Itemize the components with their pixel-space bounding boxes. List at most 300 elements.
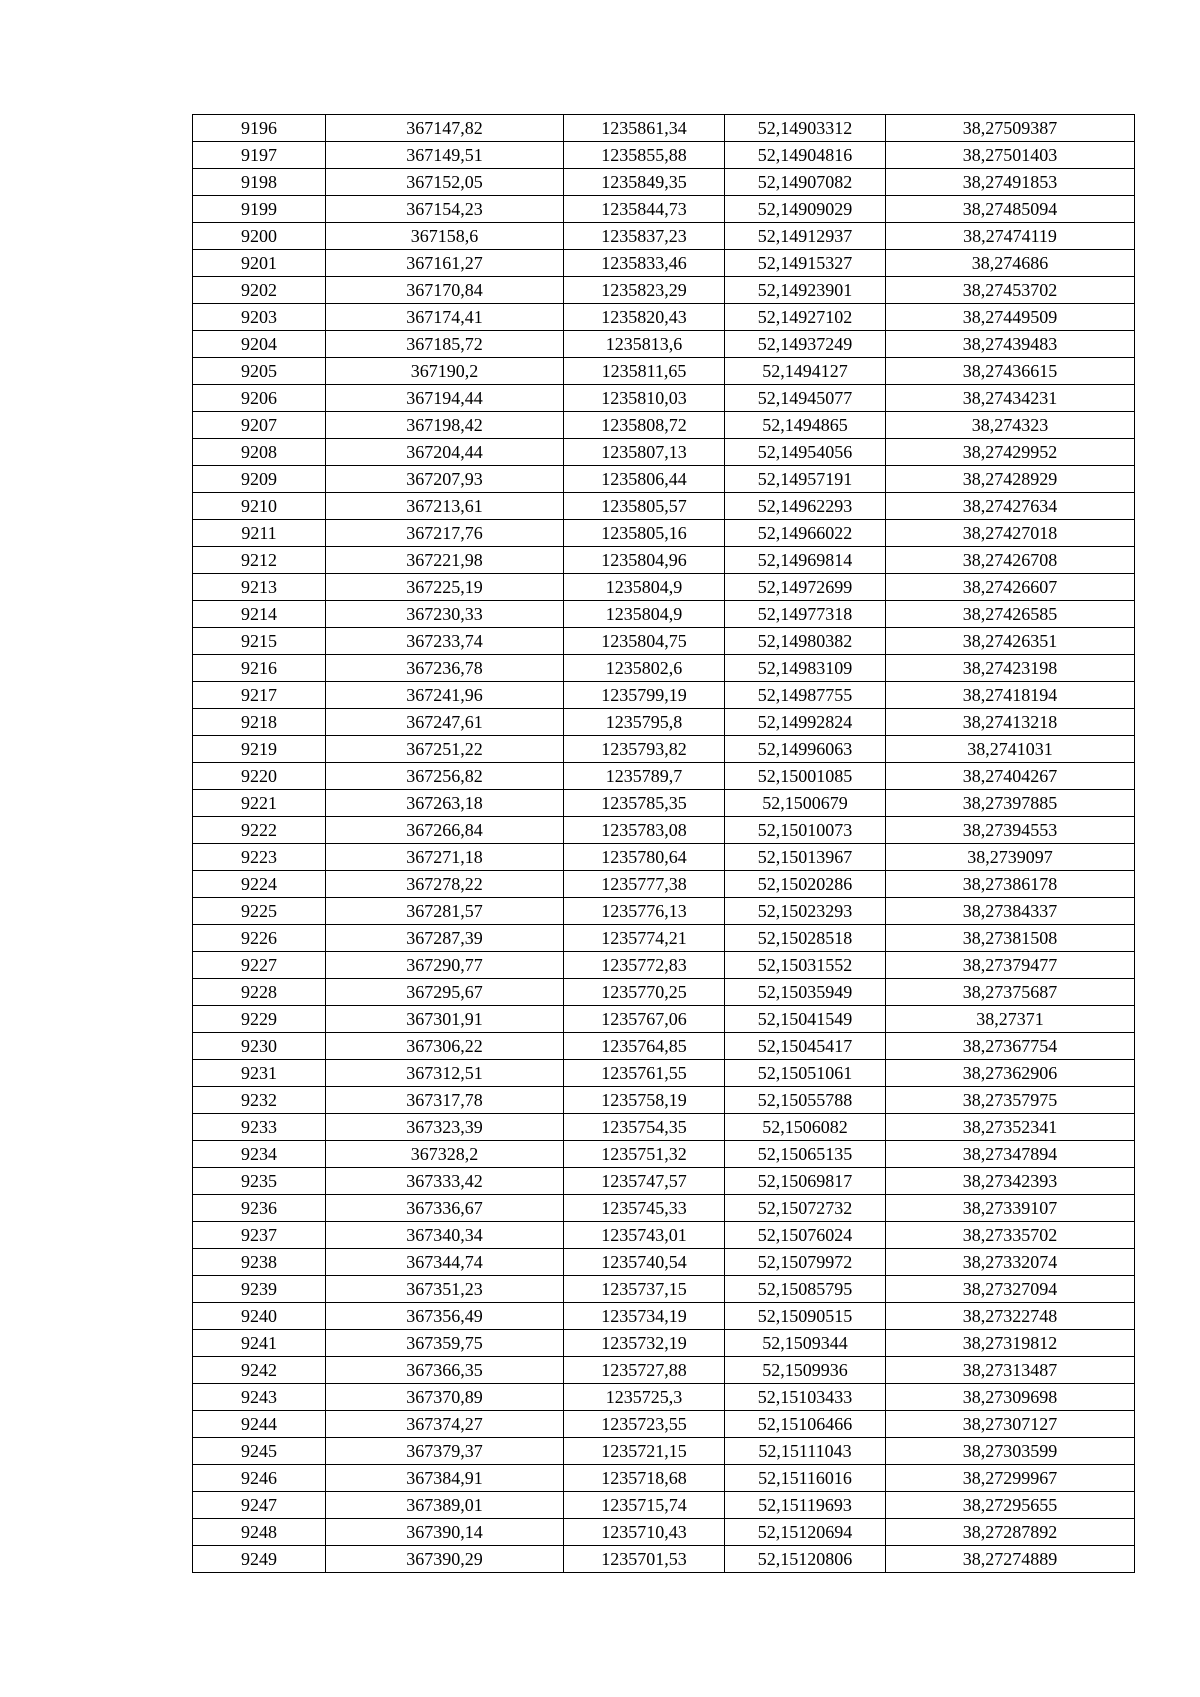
longitude-cell: 38,27375687 xyxy=(886,979,1135,1006)
longitude-cell: 38,27309698 xyxy=(886,1384,1135,1411)
y-coordinate-cell: 1235770,25 xyxy=(564,979,725,1006)
latitude-cell: 52,15072732 xyxy=(725,1195,886,1222)
longitude-cell: 38,27426708 xyxy=(886,547,1135,574)
table-row xyxy=(193,142,1135,169)
x-coordinate-cell: 367161,27 xyxy=(326,250,564,277)
table-row xyxy=(193,358,1135,385)
y-coordinate-cell: 1235810,03 xyxy=(564,385,725,412)
y-coordinate-cell: 1235715,74 xyxy=(564,1492,725,1519)
latitude-cell: 52,15103433 xyxy=(725,1384,886,1411)
longitude-cell: 38,27307127 xyxy=(886,1411,1135,1438)
longitude-cell: 38,2739097 xyxy=(886,844,1135,871)
point-number-cell: 9223 xyxy=(193,844,326,871)
point-number-cell: 9229 xyxy=(193,1006,326,1033)
latitude-cell: 52,14980382 xyxy=(725,628,886,655)
latitude-cell: 52,1506082 xyxy=(725,1114,886,1141)
x-coordinate-cell: 367190,2 xyxy=(326,358,564,385)
table-row xyxy=(193,790,1135,817)
coordinates-table xyxy=(192,114,1135,1573)
point-number-cell: 9238 xyxy=(193,1249,326,1276)
x-coordinate-cell: 367271,18 xyxy=(326,844,564,871)
table-row xyxy=(193,439,1135,466)
point-number-cell: 9211 xyxy=(193,520,326,547)
y-coordinate-cell: 1235776,13 xyxy=(564,898,725,925)
y-coordinate-cell: 1235754,35 xyxy=(564,1114,725,1141)
x-coordinate-cell: 367158,6 xyxy=(326,223,564,250)
longitude-cell: 38,27426351 xyxy=(886,628,1135,655)
latitude-cell: 52,1494127 xyxy=(725,358,886,385)
latitude-cell: 52,1494865 xyxy=(725,412,886,439)
latitude-cell: 52,14992824 xyxy=(725,709,886,736)
latitude-cell: 52,15013967 xyxy=(725,844,886,871)
point-number-cell: 9200 xyxy=(193,223,326,250)
longitude-cell: 38,27371 xyxy=(886,1006,1135,1033)
longitude-cell: 38,27449509 xyxy=(886,304,1135,331)
point-number-cell: 9222 xyxy=(193,817,326,844)
y-coordinate-cell: 1235833,46 xyxy=(564,250,725,277)
point-number-cell: 9203 xyxy=(193,304,326,331)
latitude-cell: 52,1509936 xyxy=(725,1357,886,1384)
table-row xyxy=(193,1087,1135,1114)
x-coordinate-cell: 367356,49 xyxy=(326,1303,564,1330)
point-number-cell: 9210 xyxy=(193,493,326,520)
table-row xyxy=(193,1060,1135,1087)
x-coordinate-cell: 367147,82 xyxy=(326,115,564,142)
y-coordinate-cell: 1235774,21 xyxy=(564,925,725,952)
table-row xyxy=(193,1384,1135,1411)
longitude-cell: 38,27474119 xyxy=(886,223,1135,250)
point-number-cell: 9246 xyxy=(193,1465,326,1492)
table-row xyxy=(193,1276,1135,1303)
table-row xyxy=(193,1357,1135,1384)
table-row xyxy=(193,493,1135,520)
point-number-cell: 9199 xyxy=(193,196,326,223)
x-coordinate-cell: 367266,84 xyxy=(326,817,564,844)
y-coordinate-cell: 1235761,55 xyxy=(564,1060,725,1087)
table-row xyxy=(193,1330,1135,1357)
x-coordinate-cell: 367359,75 xyxy=(326,1330,564,1357)
table-row xyxy=(193,1519,1135,1546)
longitude-cell: 38,27352341 xyxy=(886,1114,1135,1141)
point-number-cell: 9248 xyxy=(193,1519,326,1546)
x-coordinate-cell: 367384,91 xyxy=(326,1465,564,1492)
longitude-cell: 38,27319812 xyxy=(886,1330,1135,1357)
longitude-cell: 38,27501403 xyxy=(886,142,1135,169)
longitude-cell: 38,27429952 xyxy=(886,439,1135,466)
longitude-cell: 38,27413218 xyxy=(886,709,1135,736)
x-coordinate-cell: 367241,96 xyxy=(326,682,564,709)
table-row xyxy=(193,628,1135,655)
table-row xyxy=(193,385,1135,412)
latitude-cell: 52,15090515 xyxy=(725,1303,886,1330)
y-coordinate-cell: 1235804,96 xyxy=(564,547,725,574)
latitude-cell: 52,14954056 xyxy=(725,439,886,466)
y-coordinate-cell: 1235751,32 xyxy=(564,1141,725,1168)
point-number-cell: 9221 xyxy=(193,790,326,817)
longitude-cell: 38,27453702 xyxy=(886,277,1135,304)
latitude-cell: 52,14983109 xyxy=(725,655,886,682)
y-coordinate-cell: 1235723,55 xyxy=(564,1411,725,1438)
y-coordinate-cell: 1235727,88 xyxy=(564,1357,725,1384)
y-coordinate-cell: 1235701,53 xyxy=(564,1546,725,1573)
y-coordinate-cell: 1235807,13 xyxy=(564,439,725,466)
table-row xyxy=(193,1168,1135,1195)
table-row xyxy=(193,520,1135,547)
x-coordinate-cell: 367287,39 xyxy=(326,925,564,952)
point-number-cell: 9236 xyxy=(193,1195,326,1222)
point-number-cell: 9197 xyxy=(193,142,326,169)
point-number-cell: 9249 xyxy=(193,1546,326,1573)
latitude-cell: 52,14912937 xyxy=(725,223,886,250)
y-coordinate-cell: 1235718,68 xyxy=(564,1465,725,1492)
latitude-cell: 52,15079972 xyxy=(725,1249,886,1276)
y-coordinate-cell: 1235808,72 xyxy=(564,412,725,439)
latitude-cell: 52,14972699 xyxy=(725,574,886,601)
longitude-cell: 38,27428929 xyxy=(886,466,1135,493)
y-coordinate-cell: 1235795,8 xyxy=(564,709,725,736)
y-coordinate-cell: 1235740,54 xyxy=(564,1249,725,1276)
y-coordinate-cell: 1235820,43 xyxy=(564,304,725,331)
table-row xyxy=(193,1222,1135,1249)
x-coordinate-cell: 367263,18 xyxy=(326,790,564,817)
longitude-cell: 38,27322748 xyxy=(886,1303,1135,1330)
y-coordinate-cell: 1235799,19 xyxy=(564,682,725,709)
longitude-cell: 38,27287892 xyxy=(886,1519,1135,1546)
longitude-cell: 38,27434231 xyxy=(886,385,1135,412)
point-number-cell: 9243 xyxy=(193,1384,326,1411)
x-coordinate-cell: 367225,19 xyxy=(326,574,564,601)
table-row xyxy=(193,250,1135,277)
table-row xyxy=(193,115,1135,142)
point-number-cell: 9209 xyxy=(193,466,326,493)
latitude-cell: 52,14987755 xyxy=(725,682,886,709)
latitude-cell: 52,15028518 xyxy=(725,925,886,952)
longitude-cell: 38,27394553 xyxy=(886,817,1135,844)
x-coordinate-cell: 367390,29 xyxy=(326,1546,564,1573)
longitude-cell: 38,27367754 xyxy=(886,1033,1135,1060)
x-coordinate-cell: 367154,23 xyxy=(326,196,564,223)
point-number-cell: 9208 xyxy=(193,439,326,466)
longitude-cell: 38,27509387 xyxy=(886,115,1135,142)
x-coordinate-cell: 367366,35 xyxy=(326,1357,564,1384)
x-coordinate-cell: 367389,01 xyxy=(326,1492,564,1519)
table-row xyxy=(193,1492,1135,1519)
table-row xyxy=(193,952,1135,979)
x-coordinate-cell: 367247,61 xyxy=(326,709,564,736)
y-coordinate-cell: 1235837,23 xyxy=(564,223,725,250)
y-coordinate-cell: 1235758,19 xyxy=(564,1087,725,1114)
table-row xyxy=(193,1006,1135,1033)
x-coordinate-cell: 367278,22 xyxy=(326,871,564,898)
point-number-cell: 9218 xyxy=(193,709,326,736)
x-coordinate-cell: 367328,2 xyxy=(326,1141,564,1168)
table-row xyxy=(193,1249,1135,1276)
longitude-cell: 38,2741031 xyxy=(886,736,1135,763)
latitude-cell: 52,15069817 xyxy=(725,1168,886,1195)
table-row xyxy=(193,1114,1135,1141)
coordinates-table-body xyxy=(193,115,1135,1573)
table-row xyxy=(193,1141,1135,1168)
y-coordinate-cell: 1235823,29 xyxy=(564,277,725,304)
point-number-cell: 9225 xyxy=(193,898,326,925)
latitude-cell: 52,14957191 xyxy=(725,466,886,493)
y-coordinate-cell: 1235804,75 xyxy=(564,628,725,655)
point-number-cell: 9245 xyxy=(193,1438,326,1465)
longitude-cell: 38,274686 xyxy=(886,250,1135,277)
latitude-cell: 52,14996063 xyxy=(725,736,886,763)
point-number-cell: 9207 xyxy=(193,412,326,439)
y-coordinate-cell: 1235813,6 xyxy=(564,331,725,358)
point-number-cell: 9201 xyxy=(193,250,326,277)
longitude-cell: 38,27384337 xyxy=(886,898,1135,925)
longitude-cell: 38,27379477 xyxy=(886,952,1135,979)
latitude-cell: 52,14969814 xyxy=(725,547,886,574)
latitude-cell: 52,15065135 xyxy=(725,1141,886,1168)
x-coordinate-cell: 367333,42 xyxy=(326,1168,564,1195)
x-coordinate-cell: 367233,74 xyxy=(326,628,564,655)
table-row xyxy=(193,547,1135,574)
point-number-cell: 9219 xyxy=(193,736,326,763)
y-coordinate-cell: 1235804,9 xyxy=(564,574,725,601)
latitude-cell: 52,15111043 xyxy=(725,1438,886,1465)
point-number-cell: 9241 xyxy=(193,1330,326,1357)
latitude-cell: 52,14907082 xyxy=(725,169,886,196)
point-number-cell: 9228 xyxy=(193,979,326,1006)
x-coordinate-cell: 367351,23 xyxy=(326,1276,564,1303)
x-coordinate-cell: 367198,42 xyxy=(326,412,564,439)
point-number-cell: 9214 xyxy=(193,601,326,628)
table-row xyxy=(193,466,1135,493)
x-coordinate-cell: 367301,91 xyxy=(326,1006,564,1033)
x-coordinate-cell: 367207,93 xyxy=(326,466,564,493)
latitude-cell: 52,14909029 xyxy=(725,196,886,223)
point-number-cell: 9206 xyxy=(193,385,326,412)
x-coordinate-cell: 367390,14 xyxy=(326,1519,564,1546)
y-coordinate-cell: 1235764,85 xyxy=(564,1033,725,1060)
point-number-cell: 9202 xyxy=(193,277,326,304)
table-row xyxy=(193,655,1135,682)
point-number-cell: 9240 xyxy=(193,1303,326,1330)
latitude-cell: 52,14945077 xyxy=(725,385,886,412)
x-coordinate-cell: 367256,82 xyxy=(326,763,564,790)
longitude-cell: 38,27386178 xyxy=(886,871,1135,898)
table-row xyxy=(193,331,1135,358)
x-coordinate-cell: 367317,78 xyxy=(326,1087,564,1114)
latitude-cell: 52,1509344 xyxy=(725,1330,886,1357)
point-number-cell: 9205 xyxy=(193,358,326,385)
table-row xyxy=(193,817,1135,844)
y-coordinate-cell: 1235793,82 xyxy=(564,736,725,763)
latitude-cell: 52,1500679 xyxy=(725,790,886,817)
latitude-cell: 52,14962293 xyxy=(725,493,886,520)
point-number-cell: 9196 xyxy=(193,115,326,142)
longitude-cell: 38,27439483 xyxy=(886,331,1135,358)
table-row xyxy=(193,1303,1135,1330)
longitude-cell: 38,27347894 xyxy=(886,1141,1135,1168)
latitude-cell: 52,15055788 xyxy=(725,1087,886,1114)
latitude-cell: 52,15120806 xyxy=(725,1546,886,1573)
longitude-cell: 38,27303599 xyxy=(886,1438,1135,1465)
latitude-cell: 52,15035949 xyxy=(725,979,886,1006)
x-coordinate-cell: 367323,39 xyxy=(326,1114,564,1141)
latitude-cell: 52,14923901 xyxy=(725,277,886,304)
latitude-cell: 52,14977318 xyxy=(725,601,886,628)
y-coordinate-cell: 1235732,19 xyxy=(564,1330,725,1357)
x-coordinate-cell: 367149,51 xyxy=(326,142,564,169)
x-coordinate-cell: 367152,05 xyxy=(326,169,564,196)
y-coordinate-cell: 1235783,08 xyxy=(564,817,725,844)
point-number-cell: 9198 xyxy=(193,169,326,196)
table-row xyxy=(193,277,1135,304)
table-row xyxy=(193,196,1135,223)
y-coordinate-cell: 1235710,43 xyxy=(564,1519,725,1546)
longitude-cell: 38,27485094 xyxy=(886,196,1135,223)
y-coordinate-cell: 1235725,3 xyxy=(564,1384,725,1411)
latitude-cell: 52,14904816 xyxy=(725,142,886,169)
y-coordinate-cell: 1235747,57 xyxy=(564,1168,725,1195)
point-number-cell: 9226 xyxy=(193,925,326,952)
latitude-cell: 52,14966022 xyxy=(725,520,886,547)
point-number-cell: 9234 xyxy=(193,1141,326,1168)
point-number-cell: 9242 xyxy=(193,1357,326,1384)
point-number-cell: 9217 xyxy=(193,682,326,709)
table-row xyxy=(193,304,1135,331)
y-coordinate-cell: 1235734,19 xyxy=(564,1303,725,1330)
latitude-cell: 52,14927102 xyxy=(725,304,886,331)
y-coordinate-cell: 1235777,38 xyxy=(564,871,725,898)
table-row xyxy=(193,844,1135,871)
longitude-cell: 38,27342393 xyxy=(886,1168,1135,1195)
x-coordinate-cell: 367204,44 xyxy=(326,439,564,466)
x-coordinate-cell: 367251,22 xyxy=(326,736,564,763)
y-coordinate-cell: 1235805,16 xyxy=(564,520,725,547)
latitude-cell: 52,15001085 xyxy=(725,763,886,790)
table-row xyxy=(193,736,1135,763)
x-coordinate-cell: 367344,74 xyxy=(326,1249,564,1276)
y-coordinate-cell: 1235811,65 xyxy=(564,358,725,385)
longitude-cell: 38,27491853 xyxy=(886,169,1135,196)
x-coordinate-cell: 367185,72 xyxy=(326,331,564,358)
longitude-cell: 38,27426607 xyxy=(886,574,1135,601)
point-number-cell: 9247 xyxy=(193,1492,326,1519)
x-coordinate-cell: 367213,61 xyxy=(326,493,564,520)
latitude-cell: 52,15076024 xyxy=(725,1222,886,1249)
table-row xyxy=(193,979,1135,1006)
y-coordinate-cell: 1235806,44 xyxy=(564,466,725,493)
point-number-cell: 9212 xyxy=(193,547,326,574)
latitude-cell: 52,15031552 xyxy=(725,952,886,979)
y-coordinate-cell: 1235772,83 xyxy=(564,952,725,979)
y-coordinate-cell: 1235745,33 xyxy=(564,1195,725,1222)
longitude-cell: 38,274323 xyxy=(886,412,1135,439)
table-row xyxy=(193,1438,1135,1465)
table-row xyxy=(193,709,1135,736)
y-coordinate-cell: 1235849,35 xyxy=(564,169,725,196)
table-row xyxy=(193,1465,1135,1492)
longitude-cell: 38,27313487 xyxy=(886,1357,1135,1384)
x-coordinate-cell: 367236,78 xyxy=(326,655,564,682)
x-coordinate-cell: 367379,37 xyxy=(326,1438,564,1465)
point-number-cell: 9227 xyxy=(193,952,326,979)
y-coordinate-cell: 1235855,88 xyxy=(564,142,725,169)
point-number-cell: 9231 xyxy=(193,1060,326,1087)
table-row xyxy=(193,1033,1135,1060)
latitude-cell: 52,14937249 xyxy=(725,331,886,358)
longitude-cell: 38,27427634 xyxy=(886,493,1135,520)
x-coordinate-cell: 367374,27 xyxy=(326,1411,564,1438)
table-row xyxy=(193,601,1135,628)
y-coordinate-cell: 1235805,57 xyxy=(564,493,725,520)
x-coordinate-cell: 367295,67 xyxy=(326,979,564,1006)
point-number-cell: 9235 xyxy=(193,1168,326,1195)
table-row xyxy=(193,574,1135,601)
longitude-cell: 38,27362906 xyxy=(886,1060,1135,1087)
longitude-cell: 38,27427018 xyxy=(886,520,1135,547)
longitude-cell: 38,27381508 xyxy=(886,925,1135,952)
x-coordinate-cell: 367336,67 xyxy=(326,1195,564,1222)
x-coordinate-cell: 367312,51 xyxy=(326,1060,564,1087)
latitude-cell: 52,15085795 xyxy=(725,1276,886,1303)
table-row xyxy=(193,925,1135,952)
point-number-cell: 9244 xyxy=(193,1411,326,1438)
y-coordinate-cell: 1235743,01 xyxy=(564,1222,725,1249)
x-coordinate-cell: 367170,84 xyxy=(326,277,564,304)
latitude-cell: 52,15119693 xyxy=(725,1492,886,1519)
table-row xyxy=(193,223,1135,250)
point-number-cell: 9224 xyxy=(193,871,326,898)
y-coordinate-cell: 1235780,64 xyxy=(564,844,725,871)
longitude-cell: 38,27404267 xyxy=(886,763,1135,790)
x-coordinate-cell: 367281,57 xyxy=(326,898,564,925)
point-number-cell: 9220 xyxy=(193,763,326,790)
table-row xyxy=(193,898,1135,925)
x-coordinate-cell: 367217,76 xyxy=(326,520,564,547)
latitude-cell: 52,15010073 xyxy=(725,817,886,844)
longitude-cell: 38,27295655 xyxy=(886,1492,1135,1519)
latitude-cell: 52,15023293 xyxy=(725,898,886,925)
x-coordinate-cell: 367230,33 xyxy=(326,601,564,628)
latitude-cell: 52,15116016 xyxy=(725,1465,886,1492)
table-row xyxy=(193,412,1135,439)
latitude-cell: 52,15020286 xyxy=(725,871,886,898)
longitude-cell: 38,27436615 xyxy=(886,358,1135,385)
x-coordinate-cell: 367290,77 xyxy=(326,952,564,979)
y-coordinate-cell: 1235737,15 xyxy=(564,1276,725,1303)
longitude-cell: 38,27327094 xyxy=(886,1276,1135,1303)
latitude-cell: 52,14903312 xyxy=(725,115,886,142)
y-coordinate-cell: 1235861,34 xyxy=(564,115,725,142)
longitude-cell: 38,27357975 xyxy=(886,1087,1135,1114)
latitude-cell: 52,15106466 xyxy=(725,1411,886,1438)
latitude-cell: 52,14915327 xyxy=(725,250,886,277)
y-coordinate-cell: 1235804,9 xyxy=(564,601,725,628)
longitude-cell: 38,27299967 xyxy=(886,1465,1135,1492)
table-row xyxy=(193,169,1135,196)
point-number-cell: 9233 xyxy=(193,1114,326,1141)
table-row xyxy=(193,682,1135,709)
x-coordinate-cell: 367306,22 xyxy=(326,1033,564,1060)
y-coordinate-cell: 1235802,6 xyxy=(564,655,725,682)
latitude-cell: 52,15045417 xyxy=(725,1033,886,1060)
longitude-cell: 38,27426585 xyxy=(886,601,1135,628)
latitude-cell: 52,15051061 xyxy=(725,1060,886,1087)
x-coordinate-cell: 367194,44 xyxy=(326,385,564,412)
y-coordinate-cell: 1235785,35 xyxy=(564,790,725,817)
longitude-cell: 38,27418194 xyxy=(886,682,1135,709)
point-number-cell: 9216 xyxy=(193,655,326,682)
latitude-cell: 52,15120694 xyxy=(725,1519,886,1546)
point-number-cell: 9213 xyxy=(193,574,326,601)
